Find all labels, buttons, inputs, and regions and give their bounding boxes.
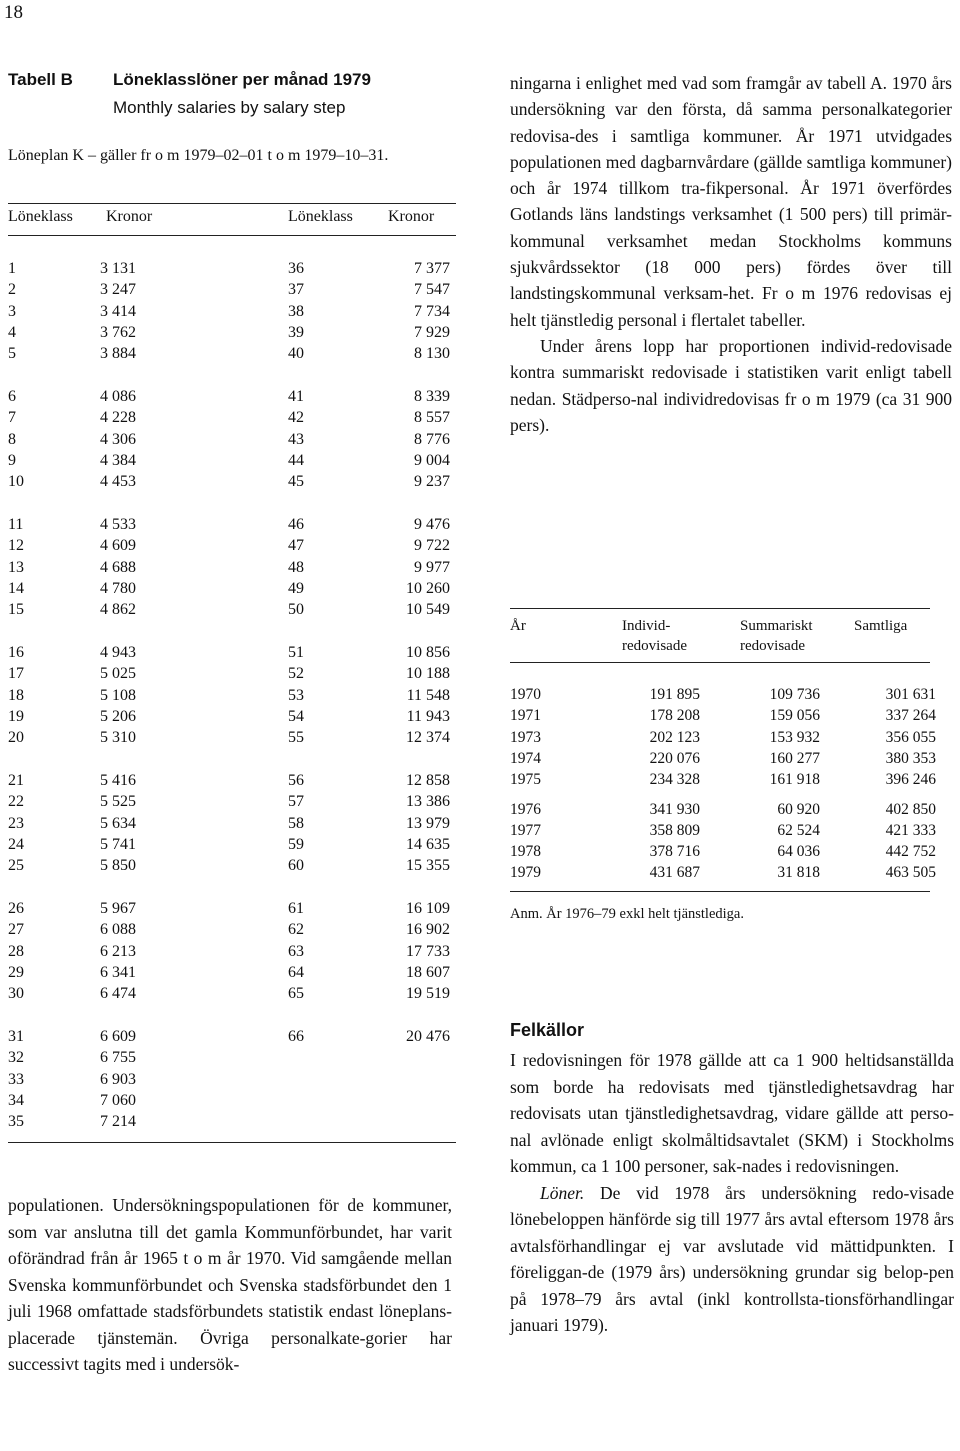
loneklass-cell: 23 [8, 814, 24, 832]
table-row [8, 962, 450, 983]
summariskt-cell: 161 918 [769, 771, 820, 789]
loneklass-cell: 27 [8, 921, 24, 939]
kronor-cell: 10 549 [406, 601, 450, 619]
kronor-cell: 3 414 [100, 302, 136, 320]
table-row [8, 279, 450, 300]
loneklass-cell: 19 [8, 707, 24, 725]
loneklass-cell: 2 [8, 281, 16, 299]
kronor-cell: 15 355 [406, 857, 450, 875]
samtliga-cell: 463 505 [885, 864, 936, 882]
kronor-cell: 7 929 [414, 323, 450, 341]
kronor-cell: 5 108 [100, 686, 136, 704]
summariskt-cell: 60 920 [777, 800, 820, 818]
kronor-cell: 18 607 [406, 963, 450, 981]
loneklass-cell: 3 [8, 302, 16, 320]
loneklass-cell: 13 [8, 558, 24, 576]
kronor-cell: 5 741 [100, 835, 136, 853]
kronor-cell: 4 862 [100, 601, 136, 619]
loneklass-cell: 40 [288, 345, 304, 363]
loner-text: De vid 1978 års undersökning redo-visade lönebeloppen hänförde sig till 1977 års avtal eftersom 1978 års avtalsförhandlingar ej var avslutade vid mättidpunkten. I föreliggan-de (1979 års) undersökning grundar sig belop-pen på 1978–79 års avtal (inkl kontrollsta-tionsförhandlingar januari 1979). [510, 1182, 954, 1335]
table-row [8, 578, 450, 599]
loneklass-cell: 63 [288, 942, 304, 960]
table-row [8, 834, 450, 855]
col-header-kronor-2: Kronor [388, 208, 435, 225]
kronor-cell: 5 525 [100, 793, 136, 811]
table-row [510, 769, 936, 790]
table-row [8, 706, 450, 727]
loneklass-cell: 43 [288, 430, 304, 448]
table-bottom-rule [8, 1142, 456, 1143]
loneklass-cell: 46 [288, 516, 304, 533]
table-label: Tabell B [8, 70, 73, 89]
table-row [8, 471, 450, 492]
kronor-cell: 6 088 [100, 921, 136, 939]
loneklass-cell: 65 [288, 985, 304, 1003]
loneklass-cell: 47 [288, 537, 304, 555]
table-row [8, 1047, 450, 1068]
loneklass-cell: 25 [8, 857, 24, 875]
loneklass-cell: 45 [288, 473, 304, 491]
samtliga-cell: 337 264 [885, 707, 936, 725]
table-row [8, 514, 450, 535]
table-row [8, 343, 450, 364]
loneklass-cell: 15 [8, 601, 24, 619]
loneklass-cell: 1 [8, 260, 16, 277]
table-plan-note: Löneplan K – gäller fr o m 1979–02–01 t o m 1979–10–31. [8, 147, 389, 164]
table-row [8, 1111, 450, 1132]
kronor-cell: 8 776 [414, 430, 450, 448]
table-row [8, 685, 450, 706]
kronor-cell: 5 025 [100, 665, 136, 683]
individ-cell: 431 687 [649, 864, 700, 882]
loneklass-cell: 48 [288, 558, 304, 576]
col-header-kronor-1: Kronor [106, 208, 153, 225]
loneklass-cell: 30 [8, 985, 24, 1003]
loneklass-cell: 37 [288, 281, 304, 299]
kronor-cell: 4 384 [100, 451, 136, 469]
kronor-cell: 11 548 [406, 686, 450, 704]
loneklass-cell: 20 [8, 729, 24, 747]
kronor-cell: 6 474 [100, 985, 136, 1003]
kronor-cell: 13 979 [406, 814, 450, 832]
loneklass-cell: 35 [8, 1113, 24, 1131]
kronor-cell: 5 634 [100, 814, 136, 832]
kronor-cell: 17 733 [406, 942, 450, 960]
year-cell: 1978 [510, 843, 541, 861]
kronor-cell: 6 213 [100, 942, 136, 960]
summariskt-cell: 31 818 [777, 864, 820, 882]
kronor-cell: 12 374 [406, 729, 450, 747]
kronor-cell: 3 131 [100, 260, 136, 277]
page-number: 18 [4, 2, 23, 23]
kronor-cell: 4 453 [100, 473, 136, 491]
kronor-cell: 10 188 [406, 665, 450, 683]
loneklass-cell: 6 [8, 388, 16, 405]
table-row [8, 301, 450, 322]
kronor-cell: 9 237 [414, 473, 450, 491]
left-body-text: populationen. Undersökningspopulationen för de kommuner, som var anslutna till det gamla Kommunförbundet, har varit oförändrad från år 1965 t o m år 1970. Vid samgående mellan Svenska kommunförbundet och Svenska stadsförbundet den 1 juli 1968 omfattade stadsförbundets statistik endast löneplans-placerade tjänstemän. Övriga personalkate-gorier har successivt tagits med i undersök- [8, 1195, 452, 1374]
year-table-note: Anm. År 1976–79 exkl helt tjänstlediga. [510, 906, 744, 922]
table-row [510, 727, 936, 748]
kronor-cell: 6 903 [100, 1070, 136, 1088]
kronor-cell: 4 688 [100, 558, 136, 576]
table-row [8, 727, 450, 748]
table-row [8, 557, 450, 578]
table-row [8, 919, 450, 940]
loneklass-cell: 52 [288, 665, 304, 683]
loneklass-cell: 26 [8, 900, 24, 917]
kronor-cell: 3 762 [100, 323, 136, 341]
loneklass-cell: 8 [8, 430, 16, 448]
table-title: Löneklasslöner per månad 1979 [113, 70, 371, 89]
loneklass-cell: 38 [288, 302, 304, 320]
individ-col-header-2: redovisade [622, 638, 687, 654]
felkallor-paragraph-1: I redovisningen för 1978 gällde att ca 1 900 heltidsanställda som borde ha redovisats med tjänstledighetsavdrag har redovisats utan tjänstledighetsavdrag, vidare gällde att perso-nal avlönade enligt skolmåltidsavtalet (SKM) i Stockholms kommun, ca 1 100 personer, sak-nades i redovisningen. [510, 1050, 954, 1176]
loneklass-cell: 14 [8, 579, 24, 597]
loneklass-cell: 34 [8, 1091, 24, 1109]
table-row [510, 684, 936, 705]
loneklass-cell: 21 [8, 772, 24, 789]
right-paragraph-1: ningarna i enlighet med vad som framgår av tabell A. 1970 års undersökning var den första, då samma personalkategorier redovisa-des i samtliga kommuner. År 1971 utvidgades populationen med dagbarnvårdare (gällde samtliga kommuner) och år 1974 tillkom tra-fikpersonal. År 1971 överfördes Gotlands läns landstings verksamhet (1 500 pers) till primär-kommunal verksamhet medan Stockholms kommuns sjukvårdssektor (18 000 pers) fördes över till landstingskommunal verksam-het. Fr o m 1976 redovisas ej helt tjänstledig personal i flertalet tabeller. [510, 73, 952, 330]
year-cell: 1979 [510, 864, 541, 882]
kronor-cell: 6 755 [100, 1049, 136, 1067]
kronor-cell: 16 902 [406, 921, 450, 939]
kronor-cell: 10 260 [406, 579, 450, 597]
kronor-cell: 4 943 [100, 644, 136, 661]
table-row [8, 813, 450, 834]
individ-cell: 378 716 [649, 843, 700, 861]
year-cell: 1971 [510, 707, 541, 725]
table-row [510, 799, 936, 820]
samtliga-cell: 402 850 [885, 800, 936, 818]
kronor-cell: 4 780 [100, 579, 136, 597]
col-header-loneklass-2: Löneklass [288, 208, 353, 225]
loneklass-cell: 4 [8, 323, 16, 341]
loneklass-cell: 61 [288, 900, 304, 917]
loneklass-cell: 56 [288, 772, 304, 789]
individ-cell: 178 208 [649, 707, 700, 725]
loneklass-cell: 53 [288, 686, 304, 704]
table-row [8, 983, 450, 1004]
loneklass-cell: 31 [8, 1028, 24, 1045]
summariskt-col-header-1: Summariskt [740, 618, 813, 634]
table-subtitle: Monthly salaries by salary step [113, 98, 346, 117]
kronor-cell: 14 635 [406, 835, 450, 853]
individ-cell: 358 809 [649, 821, 700, 839]
table-row [8, 450, 450, 471]
table-row [8, 663, 450, 684]
kronor-cell: 20 476 [406, 1028, 450, 1045]
felkallor-text [510, 1047, 954, 1339]
summariskt-col-header-2: redovisade [740, 638, 805, 654]
kronor-cell: 8 557 [414, 409, 450, 427]
loneklass-cell: 59 [288, 835, 304, 853]
year-table-bottom-rule [510, 891, 930, 892]
loneklass-cell: 29 [8, 963, 24, 981]
summariskt-cell: 159 056 [769, 707, 820, 725]
loneklass-cell: 9 [8, 451, 16, 469]
loneklass-cell: 42 [288, 409, 304, 427]
loneklass-cell: 44 [288, 451, 304, 469]
table-row [510, 820, 936, 841]
col-header-loneklass-1: Löneklass [8, 208, 73, 225]
kronor-cell: 9 722 [414, 537, 450, 555]
kronor-cell: 16 109 [406, 900, 450, 917]
kronor-cell: 5 416 [100, 772, 136, 789]
summariskt-cell: 160 277 [769, 749, 820, 767]
right-paragraph-2: Under årens lopp har proportionen individ-redovisade kontra summariskt redovisade i statistiken varit enligt tabell nedan. Städperso-nal individredovisas fr o m 1979 (ca 31 900 pers). [510, 335, 952, 435]
table-row [8, 535, 450, 556]
kronor-cell: 4 533 [100, 516, 136, 533]
kronor-cell: 4 609 [100, 537, 136, 555]
kronor-cell: 7 060 [100, 1091, 136, 1109]
kronor-cell: 9 004 [414, 451, 450, 469]
kronor-cell: 3 247 [100, 281, 136, 299]
kronor-cell: 6 341 [100, 963, 136, 981]
table-row [8, 429, 450, 450]
kronor-cell: 5 310 [100, 729, 136, 747]
individ-cell: 220 076 [649, 749, 700, 767]
loneklass-cell: 39 [288, 323, 304, 341]
loneklass-cell: 49 [288, 579, 304, 597]
table-row [8, 407, 450, 428]
table-row [8, 386, 450, 407]
year-cell: 1976 [510, 800, 541, 818]
summariskt-cell: 153 932 [769, 728, 820, 746]
year-col-header: År [510, 618, 526, 634]
kronor-cell: 9 977 [414, 558, 450, 576]
loneklass-cell: 10 [8, 473, 24, 491]
table-row [8, 855, 450, 876]
loneklass-cell: 50 [288, 601, 304, 619]
table-row [510, 841, 936, 862]
kronor-cell: 13 386 [406, 793, 450, 811]
loneklass-cell: 54 [288, 707, 304, 725]
summariskt-cell: 64 036 [777, 843, 820, 861]
loneklass-cell: 28 [8, 942, 24, 960]
table-row [8, 599, 450, 620]
samtliga-cell: 356 055 [885, 728, 936, 746]
summariskt-cell: 109 736 [769, 686, 820, 703]
year-cell: 1973 [510, 728, 541, 746]
kronor-cell: 9 476 [414, 516, 450, 533]
loneklass-cell: 51 [288, 644, 304, 661]
table-row [510, 748, 936, 769]
loneklass-cell: 58 [288, 814, 304, 832]
year-table-header-rule [510, 662, 930, 663]
table-row [510, 705, 936, 726]
loneklass-cell: 41 [288, 388, 304, 405]
kronor-cell: 8 339 [414, 388, 450, 405]
loneklass-cell: 16 [8, 644, 24, 661]
kronor-cell: 19 519 [406, 985, 450, 1003]
kronor-cell: 7 547 [414, 281, 450, 299]
year-cell: 1970 [510, 686, 541, 703]
loneklass-cell: 5 [8, 345, 16, 363]
felkallor-paragraph-2 [510, 1180, 954, 1339]
table-row [8, 898, 450, 919]
loneklass-cell: 57 [288, 793, 304, 811]
kronor-cell: 3 884 [100, 345, 136, 363]
kronor-cell: 4 228 [100, 409, 136, 427]
table-row [8, 1069, 450, 1090]
loner-lead: Löner. [540, 1182, 585, 1203]
table-row [8, 642, 450, 663]
kronor-cell: 7 734 [414, 302, 450, 320]
loneklass-cell: 7 [8, 409, 16, 427]
samtliga-cell: 421 333 [885, 821, 936, 839]
loneklass-cell: 22 [8, 793, 24, 811]
felkallor-heading: Felkällor [510, 1020, 585, 1040]
loneklass-cell: 18 [8, 686, 24, 704]
summariskt-cell: 62 524 [777, 821, 820, 839]
loneklass-cell: 33 [8, 1070, 24, 1088]
samtliga-col-header: Samtliga [854, 618, 908, 634]
individ-col-header-1: Individ- [622, 618, 671, 634]
loneklass-cell: 32 [8, 1049, 24, 1067]
kronor-cell: 11 943 [406, 707, 450, 725]
kronor-cell: 4 086 [100, 388, 136, 405]
year-cell: 1974 [510, 749, 541, 767]
individ-cell: 341 930 [649, 800, 700, 818]
loneklass-cell: 64 [288, 963, 304, 981]
loneklass-cell: 12 [8, 537, 24, 555]
loneklass-cell: 11 [8, 516, 24, 533]
table-header-rule [8, 235, 456, 236]
kronor-cell: 7 377 [414, 260, 450, 277]
table-row [8, 770, 450, 791]
kronor-cell: 6 609 [100, 1028, 136, 1045]
table-row [8, 941, 450, 962]
year-table-top-rule [510, 608, 930, 609]
table-row [8, 322, 450, 343]
loneklass-cell: 60 [288, 857, 304, 875]
kronor-cell: 7 214 [100, 1113, 136, 1131]
kronor-cell: 4 306 [100, 430, 136, 448]
samtliga-cell: 380 353 [885, 749, 936, 767]
samtliga-cell: 301 631 [885, 686, 936, 703]
table-row [510, 862, 936, 883]
samtliga-cell: 396 246 [885, 771, 936, 789]
kronor-cell: 5 850 [100, 857, 136, 875]
kronor-cell: 8 130 [414, 345, 450, 363]
table-row [8, 791, 450, 812]
table-row [8, 258, 450, 279]
individ-cell: 202 123 [649, 728, 700, 746]
loneklass-cell: 17 [8, 665, 24, 683]
table-row [8, 1090, 450, 1111]
year-cell: 1977 [510, 821, 541, 839]
loneklass-cell: 66 [288, 1028, 304, 1045]
loneklass-cell: 55 [288, 729, 304, 747]
kronor-cell: 5 206 [100, 707, 136, 725]
year-cell: 1975 [510, 771, 541, 789]
loneklass-cell: 24 [8, 835, 24, 853]
individ-cell: 234 328 [649, 771, 700, 789]
kronor-cell: 12 858 [406, 772, 450, 789]
table-row [8, 1026, 450, 1047]
loneklass-cell: 62 [288, 921, 304, 939]
loneklass-cell: 36 [288, 260, 304, 277]
kronor-cell: 5 967 [100, 900, 136, 917]
samtliga-cell: 442 752 [885, 843, 936, 861]
table-top-rule [8, 203, 456, 204]
kronor-cell: 10 856 [406, 644, 450, 661]
individ-cell: 191 895 [649, 686, 700, 703]
right-body-text [510, 70, 952, 438]
